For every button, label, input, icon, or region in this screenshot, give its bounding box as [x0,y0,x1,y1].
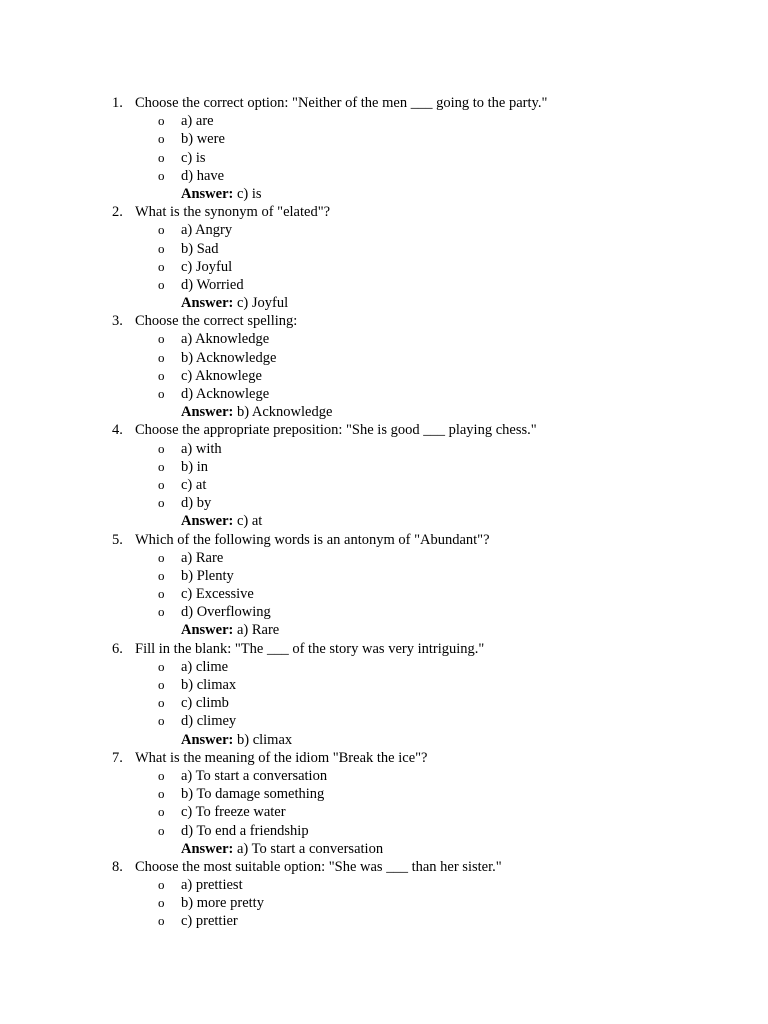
question-number: 6. [112,640,123,657]
option-item [0,240,768,258]
question-5 [0,531,768,549]
bullet-icon: o [158,149,165,165]
option-item [0,676,768,694]
option-item [0,476,768,494]
option-text: c) prettier [181,913,238,930]
answer [181,840,383,858]
answer-line [0,185,768,203]
question-number: 8. [112,858,123,875]
bullet-icon: o [158,767,165,783]
option-text: b) in [181,458,208,475]
option-text: c) Joyful [181,258,233,275]
bullet-icon: o [158,713,165,729]
option-item [0,767,768,785]
answer-value: c) Joyful [236,295,289,312]
bullet-icon: o [158,658,165,674]
answer [181,185,262,203]
question-text: Which of the following words is an antonym of "Abundant"? [135,531,490,548]
option-item [0,876,768,894]
question-number: 7. [112,749,123,766]
option-text: b) were [181,131,225,148]
bullet-icon: o [158,586,165,602]
answer-line [0,294,768,312]
option-text: c) Excessive [181,586,254,603]
question-number: 4. [112,422,123,439]
answer-label: Answer: [181,404,234,421]
option-text: a) clime [181,658,229,675]
question-text: What is the synonym of "elated"? [135,204,331,221]
answer-line [0,840,768,858]
bullet-icon: o [158,367,165,383]
option-item [0,567,768,585]
option-item [0,712,768,730]
answer-value: b) climax [236,731,293,748]
option-item [0,130,768,148]
bullet-icon: o [158,913,165,929]
option-text: b) Acknowledge [181,349,277,366]
answer-label: Answer: [181,513,234,530]
question-text: Choose the correct option: "Neither of the men ___ going to the party." [135,95,548,111]
bullet-icon: o [158,786,165,802]
option-item [0,803,768,821]
option-item [0,549,768,567]
option-text: c) To freeze water [181,804,286,821]
bullet-icon: o [158,331,165,347]
answer-line [0,621,768,639]
answer-label: Answer: [181,622,234,639]
option-text: d) climey [181,713,237,730]
option-item [0,494,768,512]
bullet-icon: o [158,258,165,274]
option-item [0,112,768,130]
option-text: d) Acknowlege [181,386,270,402]
bullet-icon: o [158,458,165,474]
bullet-icon: o [158,567,165,583]
question-text: What is the meaning of the idiom "Break the ice"? [135,749,428,766]
question-3 [0,312,768,330]
bullet-icon: o [158,804,165,820]
option-item [0,367,768,385]
option-text: a) Angry [181,222,233,239]
bullet-icon: o [158,222,165,238]
option-text: d) by [181,495,212,512]
question-text: Fill in the blank: "The ___ of the story was very intriguing." [135,640,485,657]
option-item [0,585,768,603]
option-item [0,349,768,367]
option-item [0,258,768,276]
option-item [0,458,768,476]
option-item [0,822,768,840]
option-text: c) climb [181,695,229,712]
option-item [0,330,768,348]
question-4 [0,421,768,439]
answer [181,731,292,749]
option-text: d) have [181,167,225,184]
question-number: 2. [112,204,123,221]
option-item [0,276,768,294]
option-text: d) Overflowing [181,604,271,621]
bullet-icon: o [158,349,165,365]
option-text: a) Aknowledge [181,331,270,348]
bullet-icon: o [158,604,165,620]
question-number: 3. [112,313,123,330]
bullet-icon: o [158,677,165,692]
bullet-icon: o [158,877,165,893]
bullet-icon: o [158,495,165,511]
bullet-icon: o [158,476,165,492]
option-item [0,658,768,676]
option-text: d) Worried [181,276,244,293]
bullet-icon: o [158,240,165,256]
option-text: a) with [181,440,222,457]
option-item [0,894,768,912]
answer [181,621,279,639]
option-text: b) To damage something [181,786,325,803]
answer-value: c) at [236,513,263,530]
option-text: a) Rare [181,549,224,566]
bullet-icon: o [158,895,165,911]
answer [181,403,332,421]
answer [181,512,262,530]
answer-value: a) Rare [236,622,280,639]
question-number: 5. [112,531,123,548]
option-item [0,385,768,403]
answer-line [0,731,768,749]
bullet-icon: o [158,386,165,401]
question-2 [0,203,768,221]
option-item [0,785,768,803]
answer-value: c) is [236,185,262,202]
option-item [0,221,768,239]
question-text: Choose the correct spelling: [135,313,298,330]
option-text: c) is [181,149,206,166]
option-item [0,694,768,712]
option-text: d) To end a friendship [181,822,309,839]
question-list [0,94,768,931]
bullet-icon: o [158,167,165,183]
option-text: a) To start a conversation [181,767,328,784]
answer-label: Answer: [181,840,234,857]
question-6 [0,640,768,658]
answer-line [0,403,768,421]
option-item [0,912,768,930]
bullet-icon: o [158,113,165,129]
question-1 [0,94,768,112]
answer-label: Answer: [181,185,234,202]
bullet-icon: o [158,549,165,565]
option-item [0,440,768,458]
option-text: c) Aknowlege [181,367,262,384]
question-7 [0,749,768,767]
option-text: b) climax [181,677,237,693]
option-text: c) at [181,476,207,493]
bullet-icon: o [158,276,165,292]
option-item [0,603,768,621]
option-item [0,167,768,185]
question-number: 1. [112,95,123,111]
bullet-icon: o [158,695,165,711]
answer-label: Answer: [181,295,234,312]
question-text: Choose the most suitable option: "She was ___ than her sister." [135,858,502,875]
option-item [0,149,768,167]
answer-value: b) Acknowledge [236,404,333,421]
option-text: a) are [181,113,214,130]
answer-value: a) To start a conversation [236,840,384,857]
bullet-icon: o [158,822,165,838]
option-text: a) prettiest [181,877,243,894]
question-text: Choose the appropriate preposition: "She is good ___ playing chess." [135,422,537,439]
bullet-icon: o [158,131,165,147]
option-text: b) Plenty [181,567,234,584]
answer [181,294,288,312]
question-8 [0,858,768,876]
bullet-icon: o [158,440,165,456]
option-text: b) more pretty [181,895,264,912]
option-text: b) Sad [181,240,219,257]
answer-label: Answer: [181,731,234,748]
answer-line [0,512,768,530]
